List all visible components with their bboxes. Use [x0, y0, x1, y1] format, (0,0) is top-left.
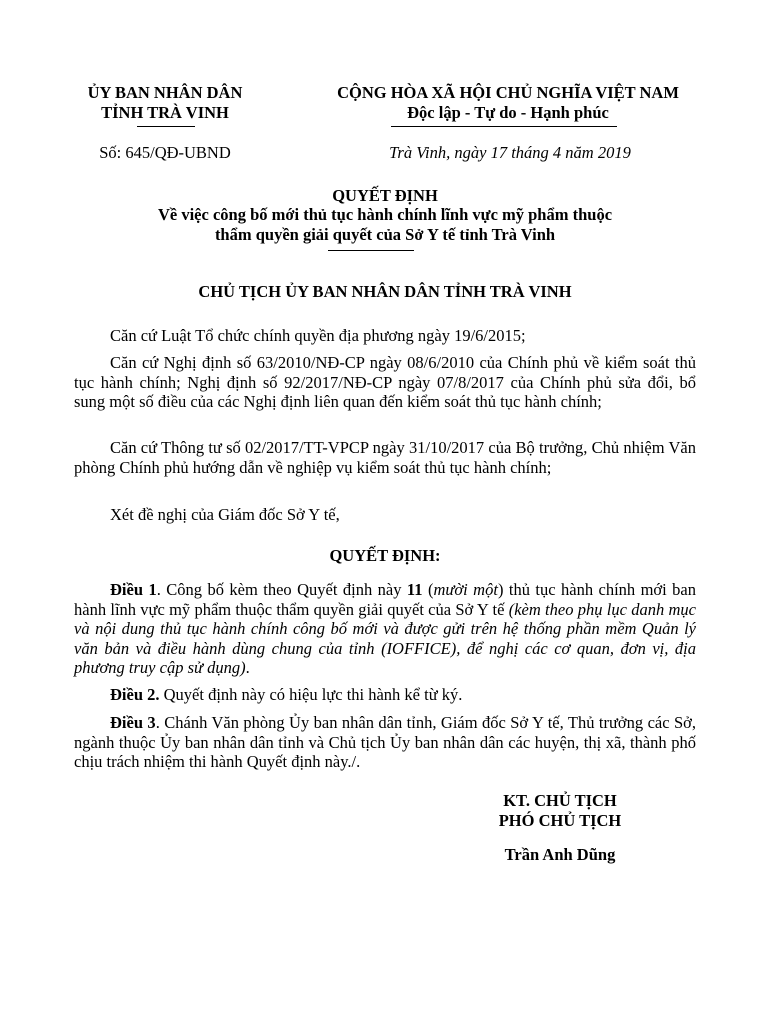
legal-basis-1: Căn cứ Luật Tổ chức chính quyền địa phương ngày 19/6/2015; — [110, 326, 526, 345]
legal-basis-3: Căn cứ Thông tư số 02/2017/TT-VPCP ngày 31/10/2017 của Bộ trưởng, Chủ nhiệm Văn phòng Chính phủ hướng dẫn về nghiệp vụ kiểm soát thủ tục hành chính; — [74, 438, 696, 477]
issuer-line1: ỦY BAN NHÂN DÂN — [87, 83, 243, 102]
signature-title-1: KT. CHỦ TỊCH — [503, 791, 617, 810]
article-3: Điều 3. Chánh Văn phòng Ủy ban nhân dân tỉnh, Giám đốc Sở Y tế, Thủ trưởng các Sở, ngành thuộc Ủy ban nhân dân tỉnh và Chủ tịch Ủy ban nhân dân các huyện, thị xã, thành phố chịu trách nhiệm thi hành Quyết định này./. — [74, 713, 696, 772]
issuer-block — [60, 83, 270, 123]
article-2-label: Điều 2. — [110, 685, 160, 704]
national-name: CỘNG HÒA XÃ HỘI CHỦ NGHĨA VIỆT NAM — [337, 83, 679, 102]
national-motto: Độc lập - Tự do - Hạnh phúc — [407, 103, 609, 122]
subject-line2: thẩm quyền giải quyết của Sở Y tế tỉnh Trà Vinh — [214, 225, 556, 244]
signer-name: Trần Anh Dũng — [504, 845, 616, 864]
signature-block — [470, 791, 650, 831]
procedure-count: 11 — [406, 580, 423, 599]
document-subject — [40, 205, 730, 245]
motto-underline — [391, 126, 617, 127]
article-3-label: Điều 3 — [110, 713, 156, 732]
article-1-note: (kèm theo phụ lục danh mục và nội dung thủ tục hành chính công bố mới và được gửi trên hệ thống phần mềm Quản lý văn bản và điều hành dùng chung của tỉnh (IOFFICE), để nghị các cơ quan, đơn vị, địa phương truy cập sử dụng) — [74, 599, 696, 678]
authority-heading: CHỦ TỊCH ỦY BAN NHÂN DÂN TỈNH TRÀ VINH — [198, 282, 572, 301]
national-motto-block — [292, 83, 724, 123]
legal-basis-2: Căn cứ Nghị định số 63/2010/NĐ-CP ngày 08/6/2010 của Chính phủ về kiểm soát thủ tục hành chính; Nghị định số 92/2017/NĐ-CP ngày 07/8/2017 của Chính phủ sửa đổi, bổ sung một số điều của các Nghị định liên quan đến kiểm soát thủ tục hành chính; — [74, 353, 696, 412]
article-1-label: Điều 1 — [110, 580, 157, 599]
subject-line1: Về việc công bố mới thủ tục hành chính lĩnh vực mỹ phẩm thuộc — [157, 205, 613, 224]
proposal-basis: Xét đề nghị của Giám đốc Sở Y tế, — [110, 505, 340, 524]
signature-title-2: PHÓ CHỦ TỊCH — [498, 811, 622, 830]
document-number: Số: 645/QĐ-UBND — [99, 143, 231, 162]
document-type-title: QUYẾT ĐỊNH — [332, 186, 438, 205]
article-1: Điều 1. Công bố kèm theo Quyết định này 11 (mười một) thủ tục hành chính mới ban hành lĩnh vực mỹ phẩm thuộc thẩm quyền giải quyết của Sở Y tế (kèm theo phụ lục danh mục và nội dung thủ tục hành chính công bố mới và được gửi trên hệ thống phần mềm Quản lý văn bản và điều hành dùng chung của tỉnh (IOFFICE), để nghị các cơ quan, đơn vị, địa phương truy cập sử dụng). — [74, 580, 697, 678]
decision-heading: QUYẾT ĐỊNH: — [329, 546, 441, 565]
article-2: Điều 2. Quyết định này có hiệu lực thi hành kể từ ký. — [110, 685, 463, 704]
procedure-count-words: mười một — [433, 580, 498, 599]
issuer-underline — [137, 126, 195, 127]
place-date: Trà Vinh, ngày 17 tháng 4 năm 2019 — [389, 143, 631, 162]
issuer-line2: TỈNH TRÀ VINH — [101, 103, 229, 122]
title-underline — [328, 250, 414, 251]
